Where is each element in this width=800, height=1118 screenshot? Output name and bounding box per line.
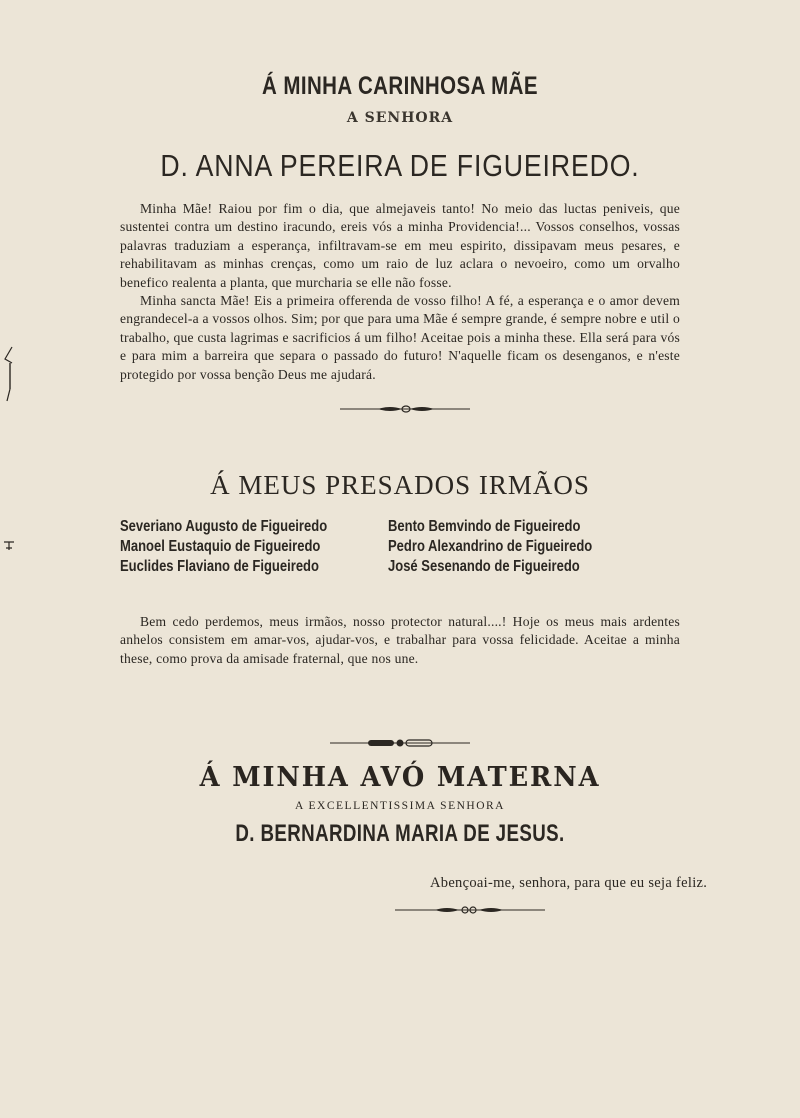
ornament-divider-2: [330, 738, 470, 748]
mother-name: D. ANNA PEREIRA DE FIGUEIREDO.: [160, 148, 640, 183]
ornament-divider-1: [340, 404, 470, 414]
mother-dedication-subtitle: A SENHORA: [346, 110, 454, 126]
grandmother-name: D. BERNARDINA MARIA DE JESUS.: [235, 820, 565, 847]
brother-name: Euclides Flaviano de Figueiredo: [120, 558, 319, 575]
brothers-right-column: [388, 517, 592, 577]
mother-paragraph-2: Minha sancta Mãe! Eis a primeira offerenda de vosso filho! A fé, a esperança e o amor devem engrandecel-a a vossos olhos. Sim; por que para uma Mãe é sempre grande, é sempre nobre e util o trabalho, que custa lagrimas e sacrificios á um filho! Aceitae pois a minha these. Ella será para vós e para mim a barreira que separa o passado do futuro! N'aquelle ficam os desenganos, e n'este protegido por vossa benção Deus me ajudará.: [120, 293, 680, 382]
mother-dedication-title: Á MINHA CARINHOSA MÃE: [262, 72, 538, 100]
brother-name: Pedro Alexandrino de Figueiredo: [388, 538, 593, 555]
brother-name: Manoel Eustaquio de Figueiredo: [120, 538, 321, 555]
brother-name: Severiano Augusto de Figueiredo: [120, 518, 328, 535]
ornament-divider-3: [395, 905, 545, 915]
brothers-paragraph: Bem cedo perdemos, meus irmãos, nosso protector natural....! Hoje os meus mais ardentes anhelos consistem em amar-vos, ajudar-vos, e trabalhar para vossa felicidade. Aceitae a minha these, como prova da amisade fraternal, que nos une.: [120, 614, 680, 666]
grandmother-dedication-title: Á MINHA AVÓ MATERNA: [199, 762, 601, 793]
brothers-dedication-title: Á MEUS PRESADOS IRMÃOS: [210, 470, 590, 500]
margin-mark-icon: [2, 345, 16, 405]
mother-paragraph-1: Minha Mãe! Raiou por fim o dia, que almejaveis tanto! No meio das luctas peniveis, que sustentei contra um destino iracundo, ereis vós a minha Providencia!... Vossos conselhos, vossas palavras traduziam a esperança, infiltravam-se em meu espirito, dissipavam meus pesares, e rehabilitavam as minhas crenças, como um raio de luz aclara o nevoeiro, como um orvalho benefico realenta a planta, que murcharia se elle não fosse.: [120, 201, 680, 290]
margin-mark-icon: [2, 538, 16, 552]
brothers-left-column: [120, 517, 327, 577]
grandmother-dedication-subtitle: A EXCELLENTISSIMA SENHORA: [294, 800, 505, 812]
grandmother-closing-line: Abençoai-me, senhora, para que eu seja feliz.: [430, 875, 708, 891]
brother-name: Bento Bemvindo de Figueiredo: [388, 518, 581, 535]
brother-name: José Sesenando de Figueiredo: [388, 558, 580, 575]
